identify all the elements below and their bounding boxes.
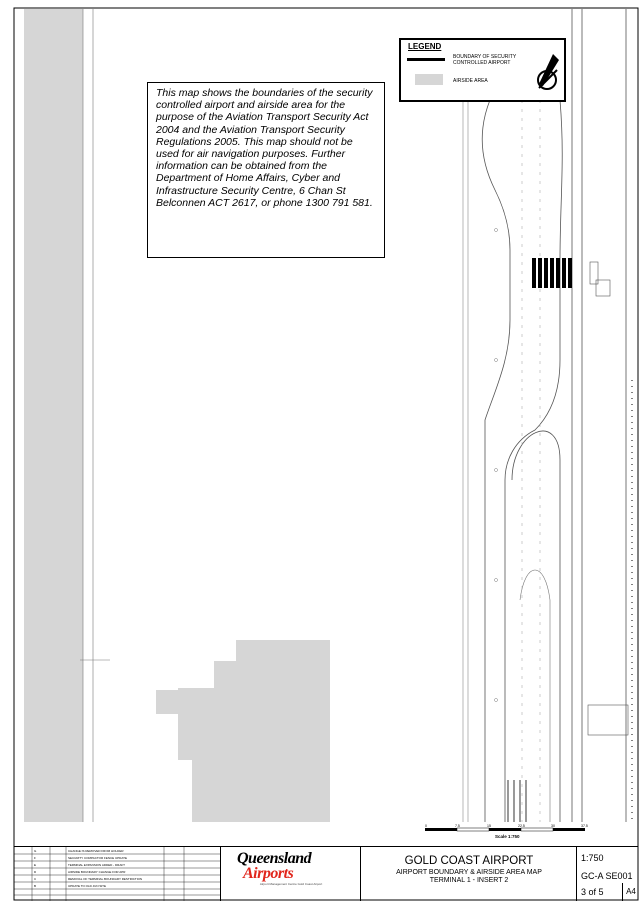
title-block [14, 846, 638, 901]
scale-tick-3: 22.5 [518, 824, 525, 828]
scale-tick-1: 7.5 [455, 824, 460, 828]
drawing-subtitle-1: AIRPORT BOUNDARY & AIRSIDE AREA MAP [396, 869, 542, 876]
airside-swatch [415, 74, 443, 85]
scale-tick-5: 37.5 [581, 824, 588, 828]
drawing-title-box [360, 847, 577, 901]
rev-desc-0: CHANGE IS REMOVED FROM HOLDER [68, 849, 124, 853]
logo-airports: Airports [243, 865, 294, 882]
rev-desc-3: AIRSIDE BOUNDARY CHANGE FOR APR [68, 870, 126, 874]
rev-desc-5: UPDATE TO OLD JUN SITE [68, 884, 107, 888]
airside-area-terminal [156, 640, 330, 822]
north-arrow-icon [531, 52, 565, 96]
rev-code-0: G [34, 849, 37, 853]
taxiway-curve-east [505, 100, 562, 822]
rev-desc-2: TERMINAL EXPANSION ADDED - DRAFT [68, 863, 126, 867]
legend [399, 38, 566, 102]
scale-tick-4: 30 [551, 824, 555, 828]
logo-box [220, 847, 361, 901]
revision-table [14, 847, 220, 901]
airside-area-west [24, 9, 80, 822]
logo-subtext: Airport Management Centre Gold Coast Airport [259, 882, 323, 886]
pedestrian-crossing [532, 258, 572, 288]
rev-code-5: B [34, 884, 37, 888]
drawing-info-box [576, 847, 639, 901]
drawing-number: GC-A SE001 [581, 871, 633, 881]
legend-airside-label: AIRSIDE AREA [453, 78, 488, 84]
scale-tick-0: 0 [425, 824, 427, 828]
rev-desc-1: SECURITY COMPACTOR FENCE UPDATE [68, 856, 127, 860]
legend-title: LEGEND [408, 42, 442, 51]
drawing-title: GOLD COAST AIRPORT [404, 855, 534, 867]
scale-tick-2: 15 [487, 824, 491, 828]
rev-desc-4: REMOVAL OF TERMINAL BOUNDARY RESTRICTION [68, 877, 143, 881]
rev-code-2: E [34, 863, 37, 867]
boundary-line-swatch [407, 58, 445, 61]
logo-queensland: Queensland [237, 850, 312, 867]
info-note [147, 82, 385, 258]
paper-size: A4 [622, 883, 639, 901]
drawing-scale: 1:750 [581, 853, 604, 863]
taxiway-curve-west [482, 100, 510, 822]
sheet-number: 3 of 5 [581, 887, 604, 897]
info-note-text: This map shows the boundaries of the security controlled airport and airside area for the purpose of the Aviation Transport Security Act 2004 and the Aviation Transport Security Regulations 2005. This map should not be used for air navigation purposes. Further information can be obtained from the Department of Home Affairs, Cyber and Infrastructure Security Centre, 6 Chan St Belconnen ACT 2617, or phone 1300 791 581. [156, 87, 373, 209]
rev-code-3: D [34, 870, 37, 874]
scale-label: Scale 1:750 [495, 834, 520, 839]
drawing-subtitle-2: TERMINAL 1 - INSERT 2 [429, 877, 509, 884]
scale-bar [425, 824, 622, 844]
rev-code-4: C [34, 877, 37, 881]
rev-code-1: F [34, 856, 36, 860]
airside-edge-west [80, 9, 83, 822]
legend-boundary-label: BOUNDARY OF SECURITY CONTROLLED AIRPORT [453, 54, 517, 66]
